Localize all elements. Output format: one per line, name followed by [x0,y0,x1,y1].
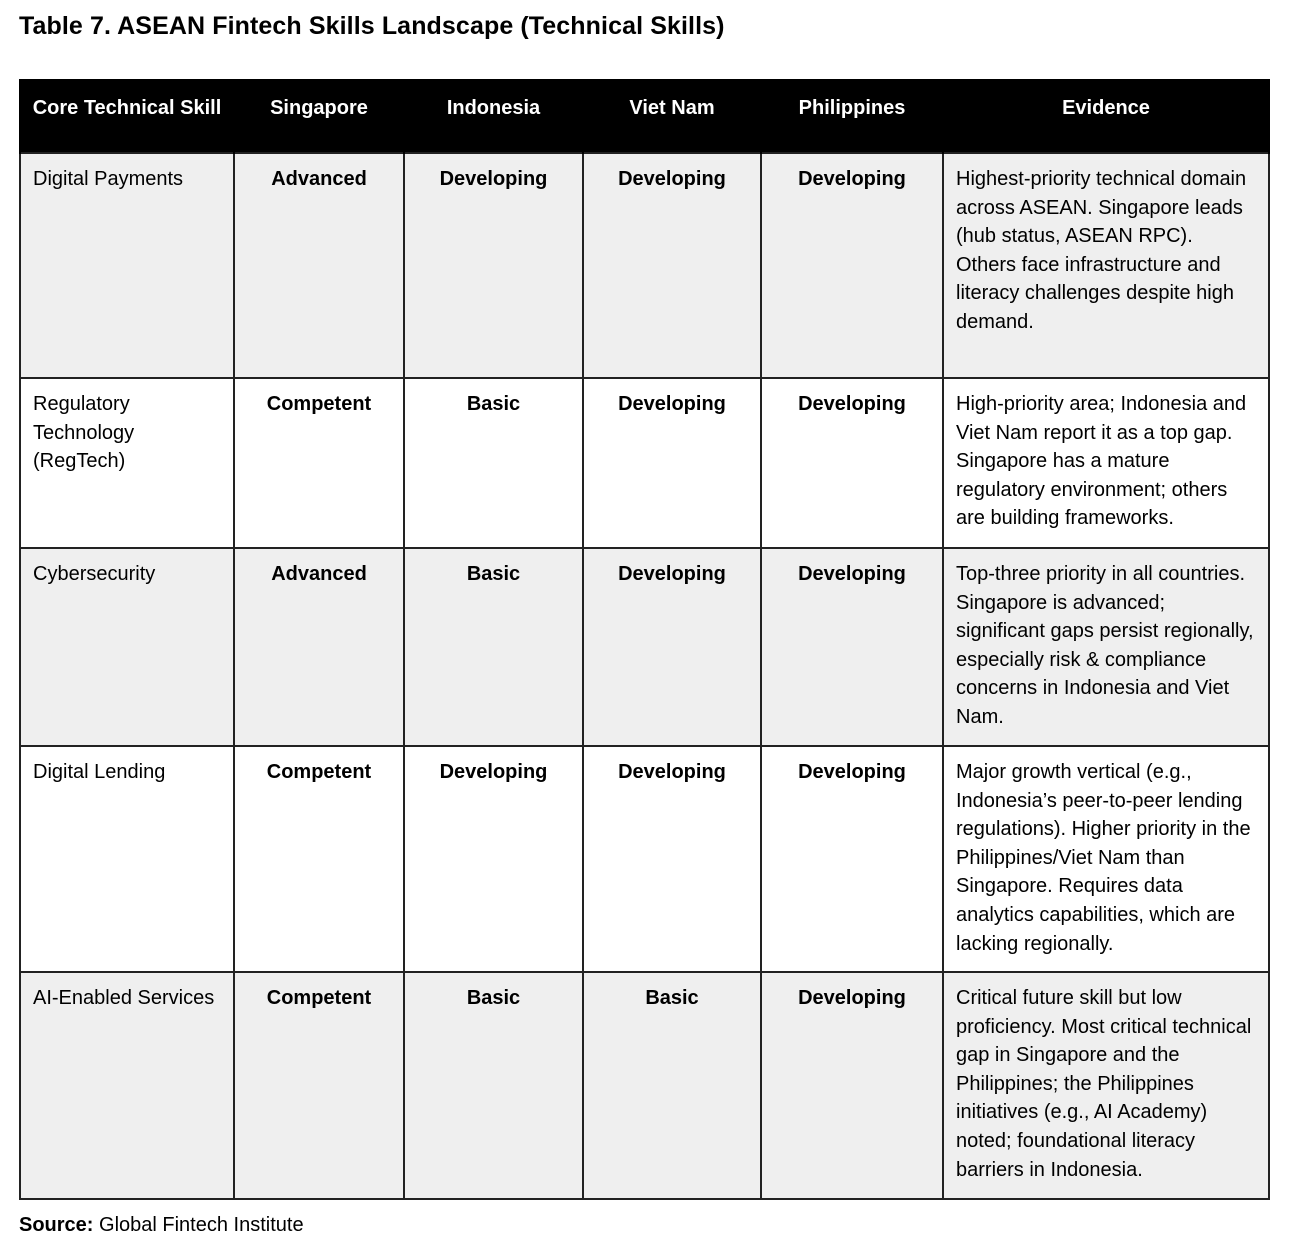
header-indonesia: Indonesia [404,80,583,153]
source-label: Source: [19,1214,94,1236]
level-singapore: Advanced [234,153,404,378]
skill-cell: Digital Lending [20,746,234,972]
level-philippines: Developing [761,548,943,746]
level-philippines: Developing [761,746,943,972]
level-philippines: Developing [761,378,943,548]
header-viet-nam: Viet Nam [583,80,761,153]
level-indonesia: Developing [404,153,583,378]
level-philippines: Developing [761,972,943,1199]
header-philippines: Philippines [761,80,943,153]
level-viet-nam: Basic [583,972,761,1199]
table-row [20,972,1269,1199]
source-note [19,1214,304,1237]
level-indonesia: Basic [404,378,583,548]
skill-cell: AI-Enabled Services [20,972,234,1199]
level-indonesia: Developing [404,746,583,972]
evidence-cell: Highest-priority technical domain across ASEAN. Singapore leads (hub status, ASEAN RPC). Others face infrastructure and literacy challenges despite high demand. [943,153,1269,378]
level-singapore: Advanced [234,548,404,746]
table-header-row [20,80,1269,153]
evidence-cell: Major growth vertical (e.g., Indonesia’s peer-to-peer lending regulations). Higher priority in the Philippines/Viet Nam than Singapore. Requires data analytics capabilities, which are lacking regionally. [943,746,1269,972]
evidence-cell: Top-three priority in all countries. Singapore is advanced; significant gaps persist regionally, especially risk & compliance concerns in Indonesia and Viet Nam. [943,548,1269,746]
table-row [20,153,1269,378]
skill-cell: Digital Payments [20,153,234,378]
level-philippines: Developing [761,153,943,378]
table-row [20,378,1269,548]
header-evidence: Evidence [943,80,1269,153]
skill-cell: Cybersecurity [20,548,234,746]
header-core-technical-skill: Core Technical Skill [20,80,234,153]
level-singapore: Competent [234,378,404,548]
level-indonesia: Basic [404,548,583,746]
evidence-cell: High-priority area; Indonesia and Viet Nam report it as a top gap. Singapore has a mature regulatory environment; others are building frameworks. [943,378,1269,548]
level-singapore: Competent [234,746,404,972]
level-singapore: Competent [234,972,404,1199]
level-viet-nam: Developing [583,378,761,548]
level-viet-nam: Developing [583,548,761,746]
level-viet-nam: Developing [583,153,761,378]
table-title: Table 7. ASEAN Fintech Skills Landscape (Technical Skills) [19,12,725,40]
table-row [20,548,1269,746]
level-indonesia: Basic [404,972,583,1199]
skill-cell: Regulatory Technology (RegTech) [20,378,234,548]
header-singapore: Singapore [234,80,404,153]
level-viet-nam: Developing [583,746,761,972]
evidence-cell: Critical future skill but low proficiency. Most critical technical gap in Singapore and the Philippines; the Philippines initiatives (e.g., AI Academy) noted; foundational literacy barriers in Indonesia. [943,972,1269,1199]
source-text: Global Fintech Institute [99,1214,304,1236]
table-row [20,746,1269,972]
skills-table [19,79,1270,1200]
